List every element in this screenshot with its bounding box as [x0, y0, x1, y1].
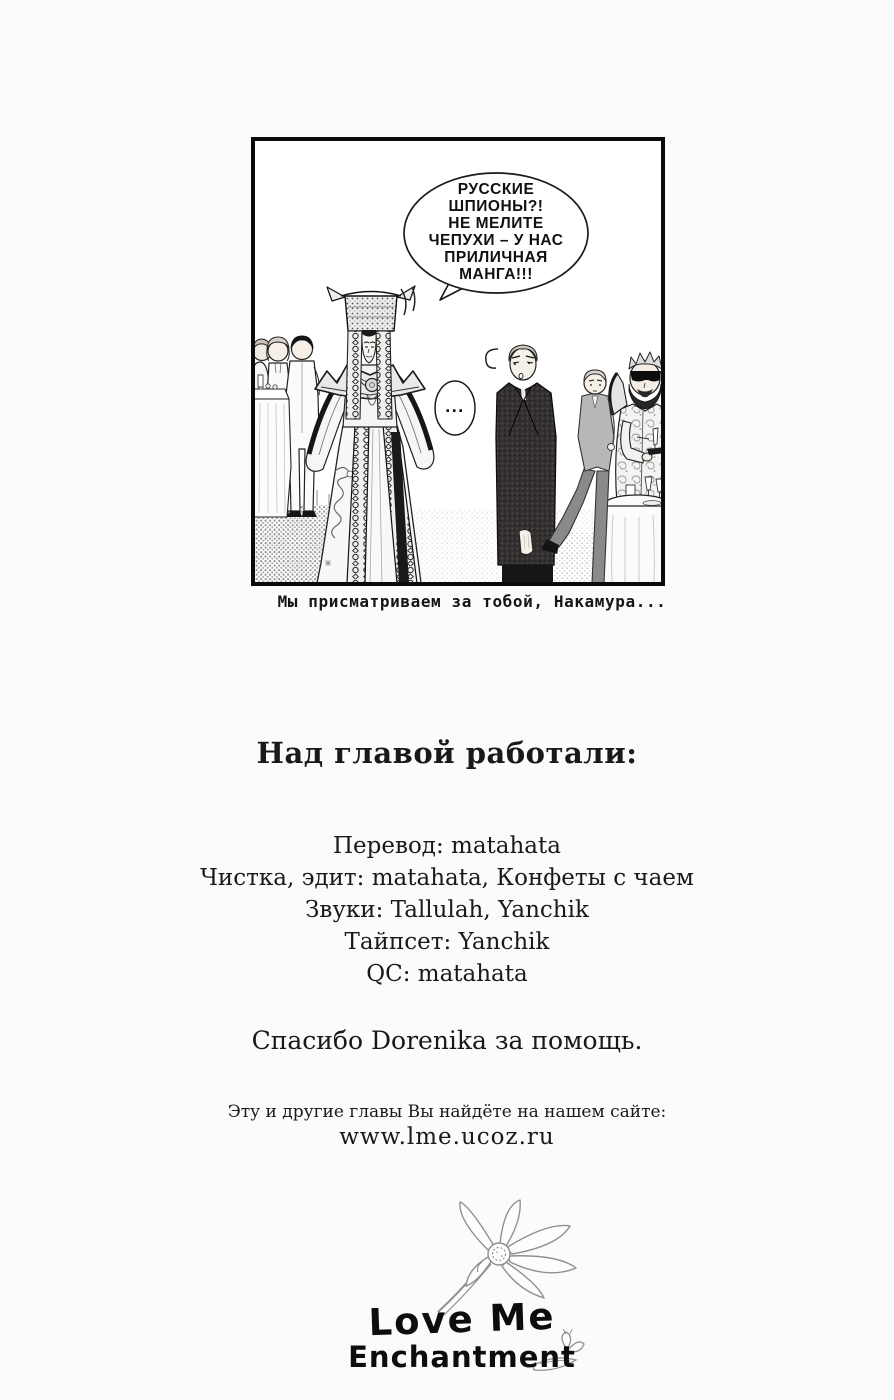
- petal: [506, 1225, 570, 1254]
- petal: [466, 1256, 492, 1286]
- credit-line-translation: Перевод: matahata: [333, 833, 561, 859]
- speech-line: МАНГА!!!: [459, 266, 533, 283]
- speech-line: РУССКИЕ: [457, 181, 535, 198]
- credit-line-typesetting: Тайпсет: Yanchik: [344, 929, 550, 955]
- credit-line-sfx: Звуки: Tallulah, Yanchik: [305, 897, 589, 923]
- ellipsis-text: ...: [445, 396, 465, 416]
- speech-line: ШПИОНЫ?!: [448, 198, 544, 215]
- flower-center: [488, 1243, 510, 1265]
- speech-line: НЕ МЕЛИТЕ: [448, 215, 544, 232]
- panel-caption: Мы присматриваем за тобой, Накамура...: [277, 592, 667, 611]
- ellipsis-bubble: [435, 381, 475, 435]
- site-note: Эту и другие главы Вы найдёте на нашем сайте:: [227, 1102, 667, 1122]
- logo-line2: Enchantment: [348, 1340, 576, 1374]
- site-url: www.lme.ucoz.ru: [339, 1124, 555, 1150]
- speech-line: ЧЕПУХИ – У НАС: [428, 232, 564, 249]
- logo-line1: Love Me: [367, 1294, 557, 1345]
- credit-line-cleaning-editing: Чистка, эдит: matahata, Конфеты с чаем: [200, 865, 694, 891]
- manga-panel-art: [251, 137, 665, 586]
- credits-list: [0, 830, 894, 990]
- petal: [460, 1202, 494, 1250]
- credit-line-qc: QC: matahata: [366, 961, 528, 987]
- manga-panel: [251, 137, 665, 586]
- petal: [500, 1200, 520, 1246]
- speech-line: ПРИЛИЧНАЯ: [444, 249, 548, 266]
- credits-title: Над главой работали:: [256, 736, 638, 770]
- thanks-line: Спасибо Dorenika за помощь.: [251, 1026, 643, 1055]
- party-guests-left: [251, 336, 319, 517]
- group-logo: [297, 1294, 627, 1374]
